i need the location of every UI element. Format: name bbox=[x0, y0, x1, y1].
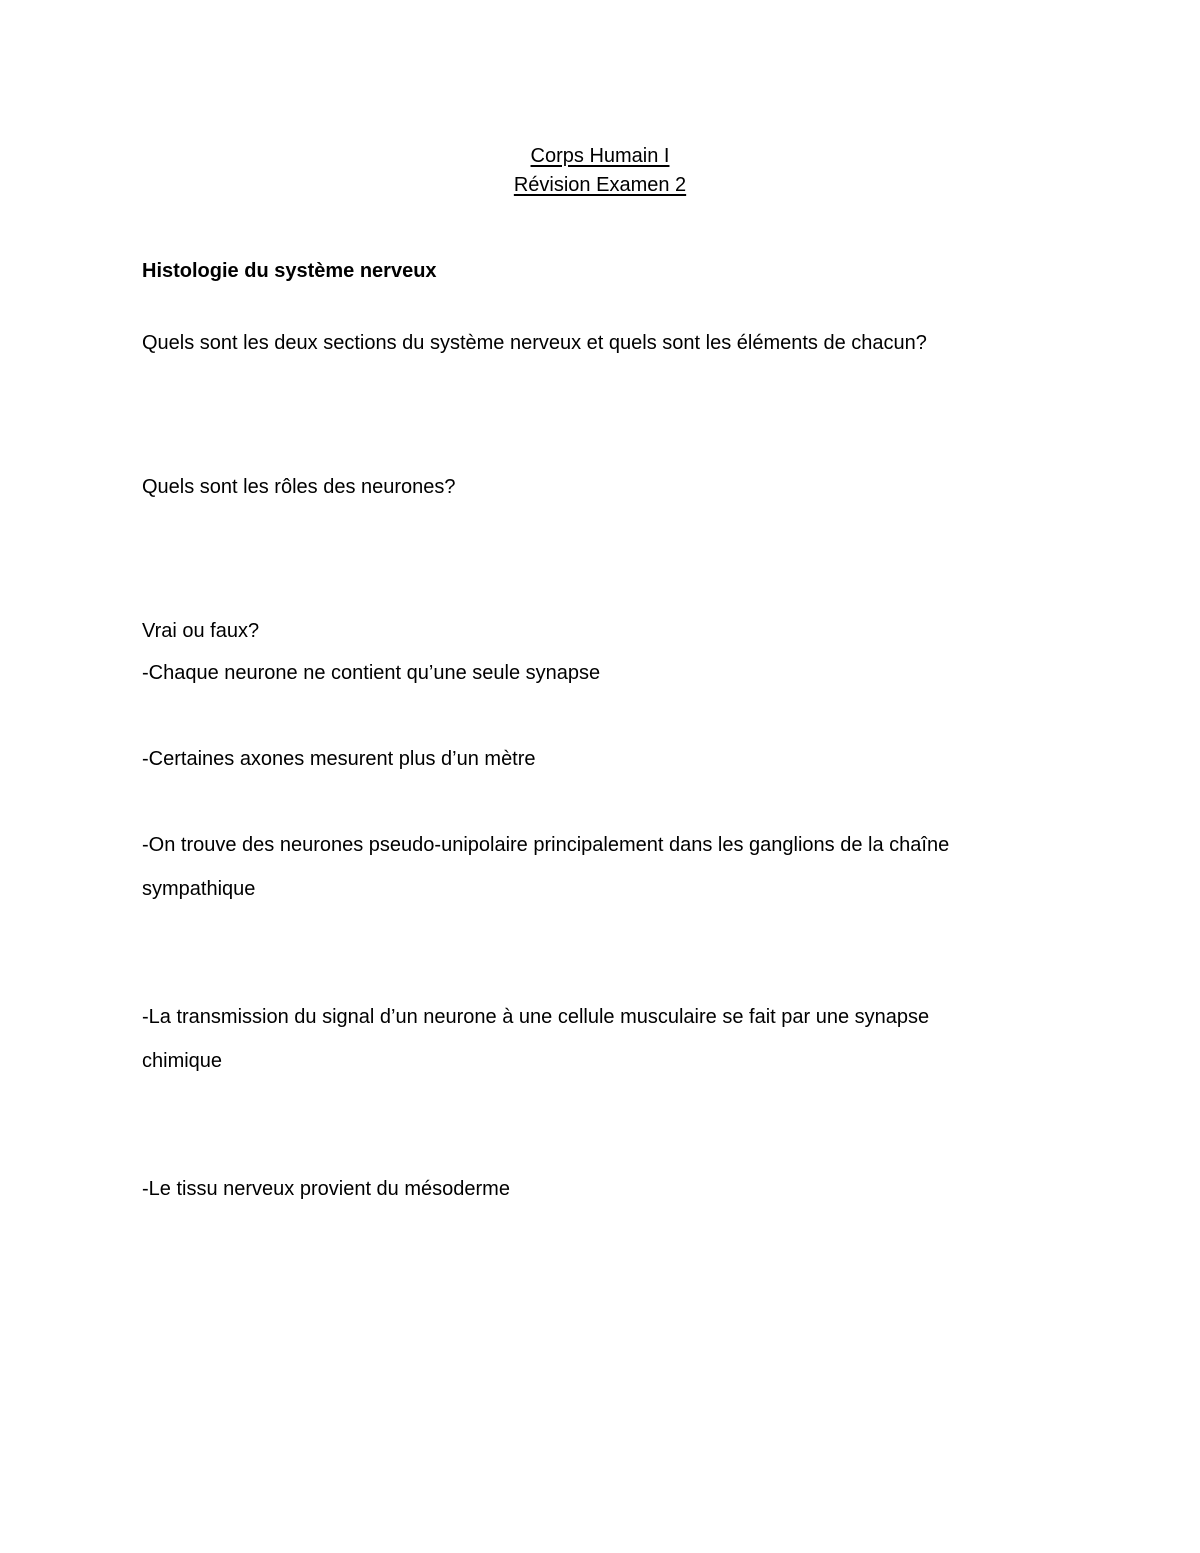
section-heading: Histologie du système nerveux bbox=[142, 260, 437, 282]
question-2: Quels sont les rôles des neurones? bbox=[142, 476, 456, 498]
statement-5: -Le tissu nerveux provient du mésoderme bbox=[142, 1178, 510, 1200]
statement-4-line-2: chimique bbox=[142, 1050, 223, 1072]
statement-1: -Chaque neurone ne contient qu’une seule synapse bbox=[142, 662, 601, 684]
statement-3-line-1: -On trouve des neurones pseudo-unipolaire principalement dans les ganglions de la chaîne bbox=[142, 834, 950, 856]
statement-2: -Certaines axones mesurent plus d’un mètre bbox=[142, 748, 536, 770]
question-1: Quels sont les deux sections du système nerveux et quels sont les éléments de chacun? bbox=[142, 332, 927, 354]
document-subtitle: Révision Examen 2 bbox=[513, 174, 687, 196]
statement-3-line-2: sympathique bbox=[142, 878, 256, 900]
document-title: Corps Humain I bbox=[530, 145, 670, 167]
statement-4-line-1: -La transmission du signal d’un neurone à une cellule musculaire se fait par une synapse bbox=[142, 1006, 930, 1028]
true-false-heading: Vrai ou faux? bbox=[142, 620, 260, 642]
